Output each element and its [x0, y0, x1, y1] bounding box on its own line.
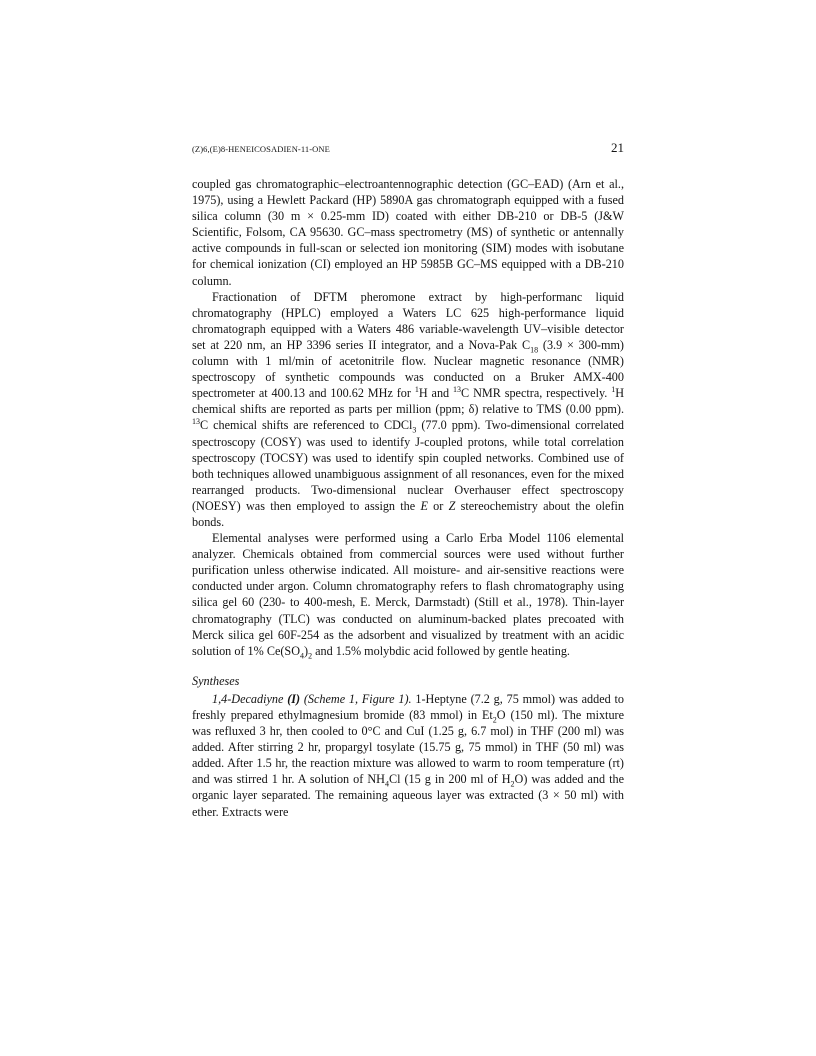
paragraph-hplc-nmr: Fractionation of DFTM pheromone extract by high-performanc liquid chromatography (HPLC) employed a Waters LC 625 high-performance liquid chromatograph equipped with a Waters 486 variable-wavelength UV–visible detector set at 220 nm, an HP 3396 series II integrator, and a Nova-Pak $C_{18}$ (3.9 × 300-mm) column with 1 ml/min of acetonitrile flow. Nuclear magnetic resonance (NMR) spectroscopy of synthetic compounds was conducted on a Bruker AMX-400 spectrometer at 400.13 and 100.62 MHz for $^1$H and $^{13}$C NMR spectra, respectively. $^1$H chemical shifts are reported as parts per million (ppm; δ) relative to TMS (0.00 ppm). $^{13}$C chemical shifts are referenced to CDCl$_3$ (77.0 ppm). Two-dimensional correlated spectroscopy (COSY) was used to identify J-coupled protons, while total correlation spectroscopy (TOCSY) was used to identify spin coupled networks. Combined use of both techniques allowed unambiguous assignment of all resonances, even for the mixed rearranged products. Two-dimensional nuclear Overhauser effect spectroscopy (NOESY) was then employed to assign the E or Z stereochemistry about the olefin bonds.	[192, 289, 625, 529]
paragraph-elemental-analyses: Elemental analyses were performed using a Carlo Erba Model 1106 elemental analyzer. Chemicals obtained from commercial sources were used without further purification unless otherwise indicated. All moisture- and air-sensitive reactions were conducted under argon. Column chromatography refers to flash chromatography using silica gel 60 (230- to 400-mesh, E. Merck, Darmstadt) (Still et al., 1978). Thin-layer chromatography (TLC) was conducted on aluminum-backed plates precoated with Merck silica gel 60F-254 as the adsorbent and visualized by treatment with an acidic solution of 1% $Ce(SO_4)_2$ and 1.5% molybdic acid followed by gentle heating.	[192, 531, 624, 661]
section-heading-syntheses: Syntheses	[192, 673, 240, 688]
document-page	[192, 140, 624, 820]
paragraph-gc-ead: coupled gas chromatographic–electroantennographic detection (GC–EAD) (Arn et al., 1975), using a Hewlett Packard (HP) 5890A gas chromatograph equipped with a fused silica column (30 m × 0.25-mm ID) coated with either DB-210 or DB-5 (J&W Scientific, Folsom, CA 95630. GC–mass spectrometry (MS) of synthetic or antennally active compounds in full-scan or selected ion monitoring (SIM) modes with isobutane for chemical ionization (CI) employed an HP 5985B GC–MS equipped with a DB-210 column.	[192, 177, 624, 288]
paragraph-decadiyne-synthesis: 1,4-Decadiyne (I) (Scheme 1, Figure 1). 1-Heptyne (7.2 g, 75 mmol) was added to freshly prepared ethylmagnesium bromide (83 mmol) in $Et_2O$ (150 ml). The mixture was refluxed 3 hr, then cooled to 0°C and CuI (1.25 g, 6.7 mol) in THF (200 ml) was added. After stirring 2 hr, propargyl tosylate (15.75 g, 75 mmol) in THF (50 ml) was added. After 1.5 hr, the reaction mixture was allowed to warm to room temperature (rt) and was stirred 1 hr. A solution of $NH_4Cl$ (15 g in 200 ml of $H_2O$) was added and the organic layer separated. The remaining aqueous layer was extracted (3 × 50 ml) with ether. Extracts were	[192, 691, 625, 819]
page-number: 21	[611, 140, 624, 155]
running-head	[192, 140, 624, 156]
running-title: (Z)6,(E)8-HENEICOSADIEN-11-ONE	[192, 144, 330, 154]
